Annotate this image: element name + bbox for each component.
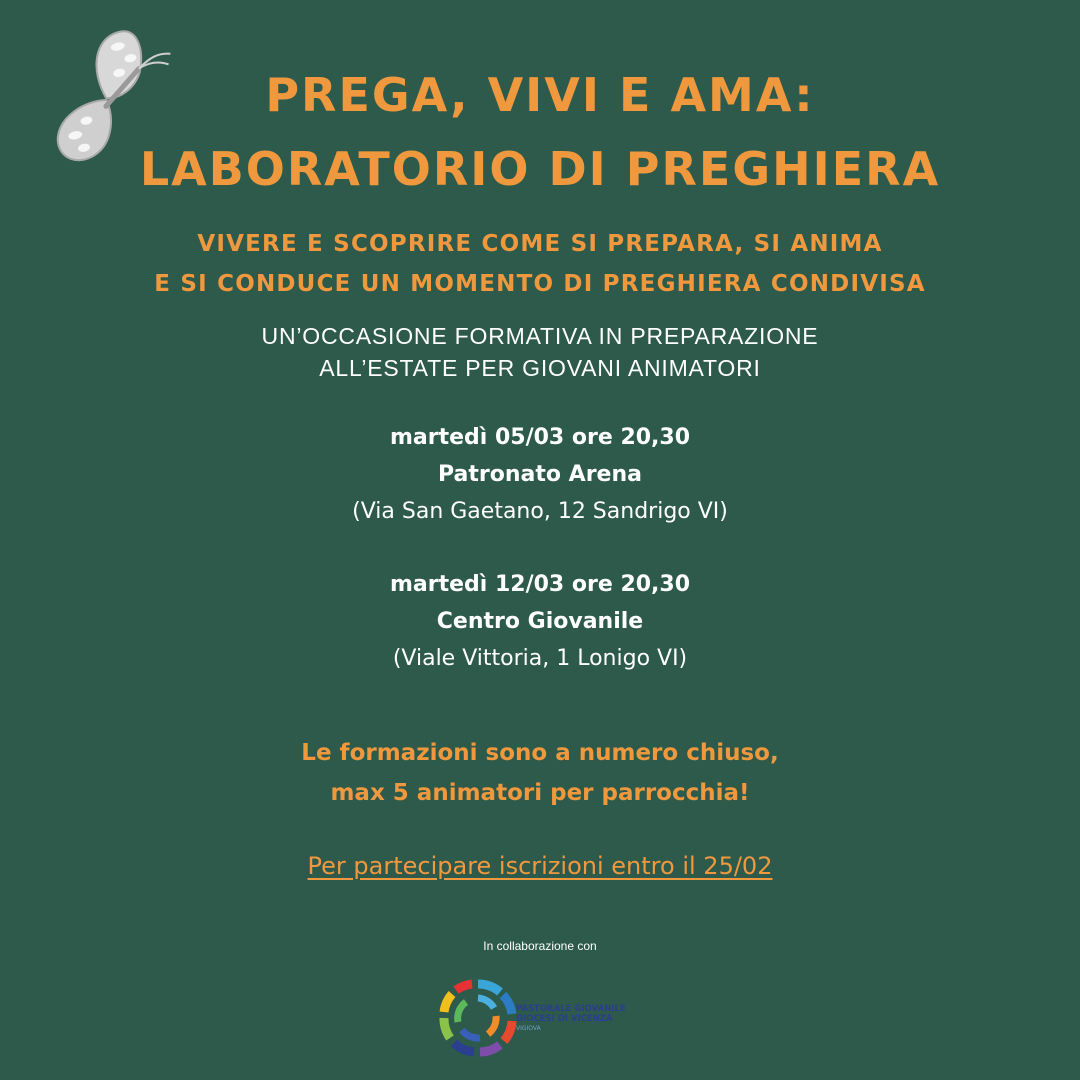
logo-line-1: PASTORALE GIOVANILE: [516, 1004, 626, 1014]
registration-link[interactable]: Per partecipare iscrizioni entro il 25/02: [307, 852, 773, 880]
subtitle-line-1: VIVERE E SCOPRIRE COME SI PREPARA, SI ANIMA: [197, 231, 883, 257]
logo-line-2: DIOCESI DI VICENZA: [516, 1014, 613, 1024]
title-line-2: LABORATORIO DI PREGHIERA: [139, 142, 941, 196]
event-address: (Viale Vittoria, 1 Lonigo VI): [392, 646, 688, 671]
event-place: Centro Giovanile: [436, 609, 644, 634]
event-1: [0, 419, 1080, 530]
intro-line-2: ALL’ESTATE PER GIOVANI ANIMATORI: [319, 355, 761, 381]
event-date: martedì 05/03 ore 20,30: [389, 425, 691, 450]
diocese-logo: [436, 976, 636, 1060]
logo-text: [516, 1004, 626, 1034]
notice-line-1: Le formazioni sono a numero chiuso,: [301, 740, 779, 766]
event-place: Patronato Arena: [438, 462, 642, 487]
notice-line-2: max 5 animatori per parrocchia!: [330, 780, 750, 806]
notice: [0, 733, 1080, 813]
event-address: (Via San Gaetano, 12 Sandrigo VI): [352, 499, 728, 524]
subtitle-line-2: E SI CONDUCE UN MOMENTO DI PREGHIERA CONDIVISA: [154, 271, 926, 297]
page-title: [0, 58, 1080, 206]
diocese-logo-icon: [436, 976, 520, 1060]
registration-block: [0, 852, 1080, 880]
title-line-1: PREGA, VIVI E AMA:: [265, 68, 815, 122]
subtitle: [0, 224, 1080, 304]
intro-line-1: UN’OCCASIONE FORMATIVA IN PREPARAZIONE: [261, 323, 819, 349]
intro-text: [0, 320, 1080, 384]
event-2: [0, 566, 1080, 677]
collaboration-label: In collaborazione con: [483, 939, 597, 953]
logo-line-3: VIGIOVA: [516, 1025, 541, 1032]
event-date: martedì 12/03 ore 20,30: [389, 572, 691, 597]
